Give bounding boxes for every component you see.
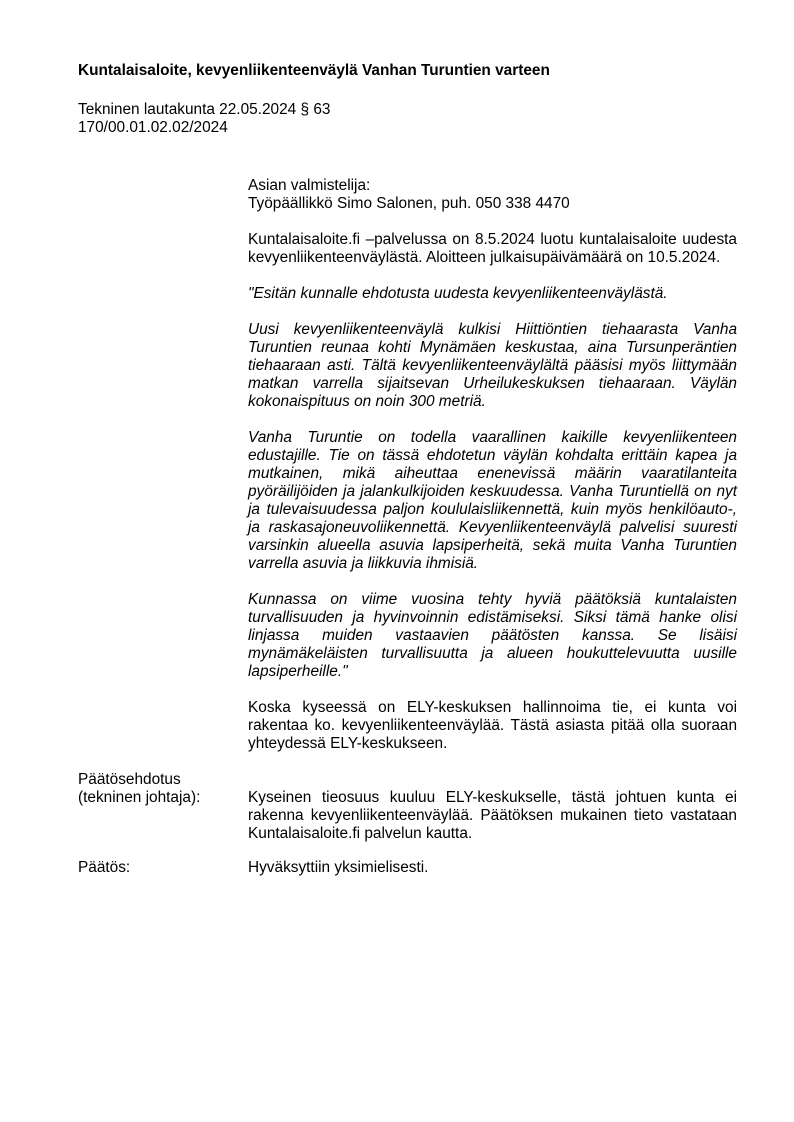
paragraph-quote-closing: Kunnassa on viime vuosina tehty hyviä päätöksiä kuntalaisten turvallisuuden ja hyvinvoinnin edistämiseksi. Siksi tämä hanke olisi linjassa muiden vastaavien päätösten kanssa. Se lisäisi mynämäkeläisten turvallisuutta ja alueen houkuttelevuutta uusille lapsiperheille." bbox=[248, 591, 737, 680]
document-meta bbox=[78, 101, 737, 137]
document-title: Kuntalaisaloite, kevyenliikenteenväylä Vanhan Turuntien varteen bbox=[78, 62, 550, 79]
decision-section bbox=[78, 771, 737, 877]
paragraph-quote-route: Uusi kevyenliikenteenväylä kulkisi Hiittiöntien tiehaarasta Vanha Turuntien reunaa kohti Mynämäen keskustaa, aina Tursunperäntien tiehaaraan asti. Tältä kevyenliikenteenväylältä pääsisi myös liittymään matkan varrella sijaitsevan Urheilukeskuksen tiehaaraan. Väylän kokonaispituus on noin 300 metriä. bbox=[248, 321, 737, 410]
paragraph-ely-note: Koska kyseessä on ELY-keskuksen hallinnoima tie, ei kunta voi rakentaa ko. kevyenliikenteenväylää. Tästä asiasta pitää olla suoraan yhteydessä ELY-keskukseen. bbox=[248, 699, 737, 752]
decision-result-row bbox=[78, 859, 737, 877]
proposal-label bbox=[78, 771, 248, 807]
preparer-heading: Asian valmistelija: bbox=[248, 177, 371, 194]
proposal-text: Kyseinen tieosuus kuuluu ELY-keskukselle, tästä johtuen kunta ei rakenna kevyenliikenteenväylää. Päätöksen mukainen tieto vastataan Kuntalaisaloite.fi palvelun kautta. bbox=[248, 789, 737, 842]
meta-committee-line: Tekninen lautakunta 22.05.2024 § 63 bbox=[78, 101, 331, 118]
paragraph-quote-opening: "Esitän kunnalle ehdotusta uudesta kevyenliikenteenväylästä. bbox=[248, 285, 668, 302]
preparer-contact: Työpäällikkö Simo Salonen, puh. 050 338 4470 bbox=[248, 195, 570, 212]
paragraph-initiative-intro: Kuntalaisaloite.fi –palvelussa on 8.5.2024 luotu kuntalaisaloite uudesta kevyenliikenteenväylästä. Aloitteen julkaisupäivämäärä on 10.5.2024. bbox=[248, 231, 737, 266]
document-body bbox=[248, 177, 737, 753]
paragraph-quote-danger: Vanha Turuntie on todella vaarallinen kaikille kevyenliikenteen edustajille. Tie on tässä ehdotetun väylän kohdalta erittäin kapea ja mutkainen, mikä aiheuttaa enenevissä määrin vaaratilanteita pyöräilijöiden ja jalankulkijoiden keskuudessa. Vanha Turuntiellä on nyt ja tulevaisuudessa paljon koululaisliikennettä, kuin myös henkilöauto-, ja raskasajoneuvoliikennettä. Kevyenliikenteenväylä palvelisi suuresti varsinkin alueella asuvia lapsiperheitä, sekä muita Vanha Turuntien varrella asuvia ja liikkuvia ihmisiä. bbox=[248, 429, 737, 572]
meta-record-number: 170/00.01.02.02/2024 bbox=[78, 119, 228, 136]
decision-proposal-row bbox=[78, 771, 737, 843]
decision-label: Päätös: bbox=[78, 859, 131, 876]
proposal-label-line2: (tekninen johtaja): bbox=[78, 789, 201, 806]
decision-text: Hyväksyttiin yksimielisesti. bbox=[248, 859, 429, 876]
proposal-label-line1: Päätösehdotus bbox=[78, 771, 181, 788]
paragraph-preparer bbox=[248, 177, 737, 213]
